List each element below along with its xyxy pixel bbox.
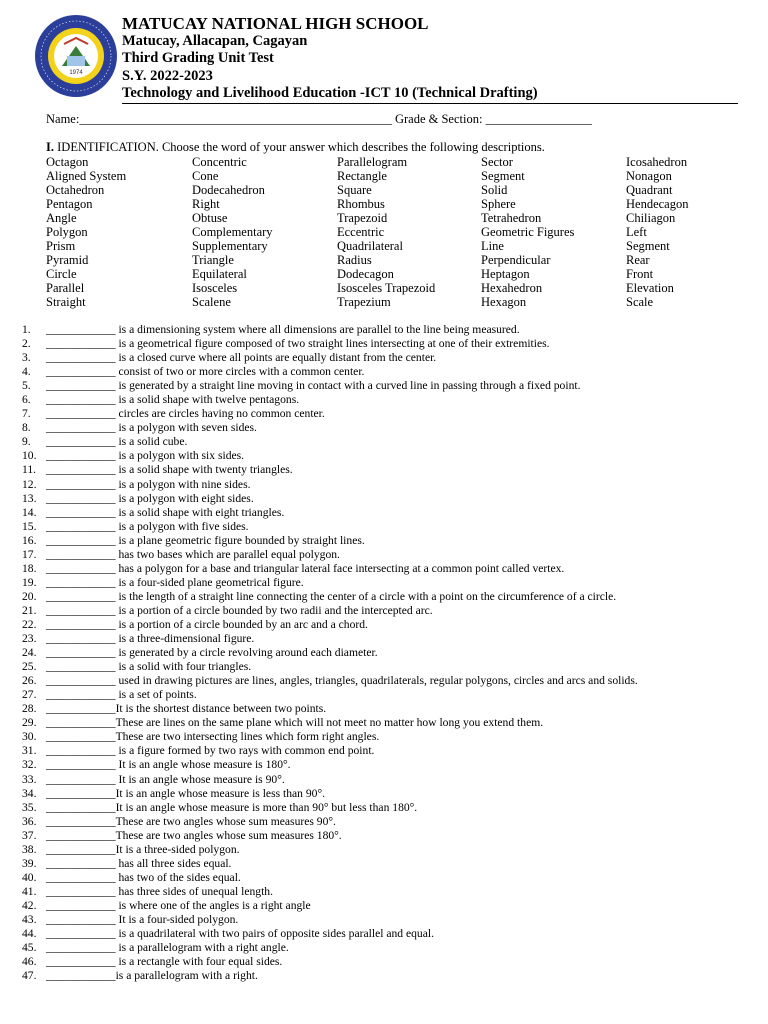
question-number: 35.	[22, 800, 37, 814]
question-text: ____________ is a closed curve where all points are equally distant from the center.	[46, 351, 437, 365]
question-text: ____________ consist of two or more circles with a common center.	[46, 365, 365, 379]
question-text: ____________ is a figure formed by two rays with common end point.	[46, 744, 375, 758]
word-bank-term: Heptagon	[481, 267, 530, 282]
question-number: 28.	[22, 702, 37, 716]
question-item	[22, 843, 752, 857]
question-text: ____________ is a polygon with six sides.	[46, 449, 245, 463]
question-text: ____________It is an angle whose measure is more than 90° but less than 180°.	[46, 800, 418, 814]
question-item	[22, 407, 752, 421]
question-item	[22, 899, 752, 913]
question-item	[22, 506, 752, 520]
word-bank-term: Radius	[337, 253, 372, 268]
section-number: I.	[46, 140, 54, 154]
question-number: 15.	[22, 519, 37, 533]
word-bank-term: Geometric Figures	[481, 225, 575, 240]
word-bank-term: Left	[626, 225, 647, 240]
word-bank-term: Nonagon	[626, 169, 672, 184]
question-text: ____________ has two bases which are parallel equal polygon.	[46, 547, 340, 561]
question-item	[22, 421, 752, 435]
question-text: ____________These are lines on the same plane which will not meet no matter how long you extend them.	[46, 716, 544, 730]
question-text: ____________It is an angle whose measure is less than 90°.	[46, 786, 325, 800]
word-bank-term: Octahedron	[46, 183, 105, 198]
question-number: 6.	[22, 393, 31, 407]
word-bank-term: Triangle	[192, 253, 234, 268]
question-text: ____________It is the shortest distance between two points.	[46, 702, 327, 716]
question-number: 17.	[22, 547, 37, 561]
question-number: 16.	[22, 533, 37, 547]
question-text: ____________ is a four-sided plane geometrical figure.	[46, 575, 304, 589]
word-bank-term: Front	[626, 267, 654, 282]
question-text: ____________ is a plane geometric figure bounded by straight lines.	[46, 533, 365, 547]
question-number: 30.	[22, 730, 37, 744]
word-bank-term: Prism	[46, 239, 76, 254]
question-text: ____________ is a solid shape with twenty triangles.	[46, 463, 293, 477]
question-number: 45.	[22, 941, 37, 955]
question-text: ____________ It is an angle whose measure is 180°.	[46, 758, 291, 772]
word-bank-term: Hexagon	[481, 295, 527, 310]
section-instructions	[46, 140, 545, 155]
question-text: ____________ is generated by a straight line moving in contact with a curved line in passing through a fixed point.	[46, 379, 581, 393]
question-item	[22, 463, 752, 477]
word-bank-term: Rhombus	[337, 197, 385, 212]
subject-title: Technology and Livelihood Education -ICT 10 (Technical Drafting)	[122, 85, 538, 102]
question-number: 11.	[22, 463, 37, 477]
question-item	[22, 941, 752, 955]
question-item	[22, 478, 752, 492]
question-item	[22, 632, 752, 646]
word-bank-term: Parallel	[46, 281, 85, 296]
word-bank-term: Supplementary	[192, 239, 268, 254]
question-number: 20.	[22, 589, 37, 603]
question-number: 31.	[22, 744, 37, 758]
question-item	[22, 857, 752, 871]
name-blank[interactable]: __________________________________________________	[79, 112, 392, 126]
word-bank-term: Rectangle	[337, 169, 387, 184]
question-number: 22.	[22, 617, 37, 631]
question-text: ____________ is a portion of a circle bounded by two radii and the intercepted arc.	[46, 603, 433, 617]
question-item	[22, 435, 752, 449]
question-item	[22, 885, 752, 899]
word-bank-term: Octagon	[46, 155, 89, 169]
question-text: ____________ is a solid cube.	[46, 435, 188, 449]
question-text: ____________These are two intersecting lines which form right angles.	[46, 730, 380, 744]
word-bank-term: Segment	[481, 169, 525, 184]
word-bank-term: Elevation	[626, 281, 674, 296]
word-bank-term: Sphere	[481, 197, 516, 212]
question-number: 42.	[22, 898, 37, 912]
name-label: Name:	[46, 112, 80, 126]
question-item	[22, 618, 752, 632]
question-item	[22, 955, 752, 969]
word-bank-term: Icosahedron	[626, 155, 688, 169]
question-text: ____________ is generated by a circle revolving around each diameter.	[46, 646, 378, 660]
question-number: 18.	[22, 561, 37, 575]
question-text: ____________ is a dimensioning system where all dimensions are parallel to the line being measured.	[46, 323, 520, 336]
word-bank-term: Trapezium	[337, 295, 391, 310]
question-number: 47.	[22, 969, 37, 983]
question-text: ____________ is a geometrical figure composed of two straight lines intersecting at one of their extremities.	[46, 337, 550, 351]
question-text: ____________ is a parallelogram with a right angle.	[46, 941, 289, 955]
question-item	[22, 323, 752, 337]
question-text: ____________ has all three sides equal.	[46, 856, 232, 870]
question-text: ____________ has a polygon for a base and triangular lateral face intersecting at a common point called vertex.	[46, 561, 565, 575]
document-header	[122, 15, 742, 103]
question-text: ____________ is a portion of a circle bounded by an arc and a chord.	[46, 617, 368, 631]
question-item	[22, 773, 752, 787]
question-number: 8.	[22, 421, 31, 435]
word-bank-term: Solid	[481, 183, 508, 198]
word-bank-term: Dodecahedron	[192, 183, 265, 198]
word-bank-term: Pentagon	[46, 197, 93, 212]
exam-title: Third Grading Unit Test	[122, 50, 274, 67]
question-text: ____________ has three sides of unequal length.	[46, 884, 274, 898]
word-bank-term: Scale	[626, 295, 654, 310]
question-item	[22, 576, 752, 590]
word-bank-term: Hendecagon	[626, 197, 689, 212]
question-number: 43.	[22, 912, 37, 926]
question-text: ____________ is a quadrilateral with two pairs of opposite sides parallel and equal.	[46, 927, 434, 941]
word-bank-term: Sector	[481, 155, 513, 169]
question-text: ____________ has two of the sides equal.	[46, 870, 241, 884]
word-bank-term: Equilateral	[192, 267, 247, 282]
question-text: ____________ is a polygon with five sides.	[46, 519, 249, 533]
word-bank-term: Circle	[46, 267, 77, 282]
question-number: 40.	[22, 870, 37, 884]
question-item	[22, 969, 752, 983]
question-item	[22, 604, 752, 618]
question-item	[22, 829, 752, 843]
grade-section-label: Grade & Section:	[394, 112, 483, 126]
question-text: ____________ is a solid with four triangles.	[46, 660, 252, 674]
word-bank-term: Square	[337, 183, 372, 198]
question-number: 25.	[22, 660, 37, 674]
question-text: ____________It is a three-sided polygon.	[46, 842, 240, 856]
question-text: ____________ is a three-dimensional figure.	[46, 632, 255, 646]
question-item	[22, 674, 752, 688]
question-text: ____________ is where one of the angles is a right angle	[46, 898, 311, 912]
question-number: 39.	[22, 856, 37, 870]
question-text: ____________is a parallelogram with a right.	[46, 969, 258, 983]
word-bank-term: Right	[192, 197, 220, 212]
school-name: MATUCAY NATIONAL HIGH SCHOOL	[122, 14, 429, 33]
word-bank-term: Obtuse	[192, 211, 228, 226]
question-item	[22, 927, 752, 941]
grade-section-blank[interactable]: _________________	[485, 112, 592, 126]
school-year: S.Y. 2022-2023	[122, 67, 213, 84]
question-number: 32.	[22, 758, 37, 772]
question-item	[22, 688, 752, 702]
question-item	[22, 379, 752, 393]
word-bank-term: Trapezoid	[337, 211, 388, 226]
question-item	[22, 871, 752, 885]
question-text: ____________ is a set of points.	[46, 688, 197, 702]
question-item	[22, 716, 752, 730]
word-bank-term: Pyramid	[46, 253, 89, 268]
question-number: 26.	[22, 674, 37, 688]
question-text: ____________ is a polygon with nine sides.	[46, 477, 251, 491]
question-number: 24.	[22, 646, 37, 660]
question-number: 34.	[22, 786, 37, 800]
question-item	[22, 660, 752, 674]
word-bank-term: Isosceles	[192, 281, 238, 296]
word-bank-term: Tetrahedron	[481, 211, 542, 226]
word-bank-term: Isosceles Trapezoid	[337, 281, 436, 296]
question-number: 29.	[22, 716, 37, 730]
question-number: 10.	[22, 449, 37, 463]
question-text: ____________These are two angles whose sum measures 90°.	[46, 814, 336, 828]
question-list	[22, 323, 752, 983]
word-bank-term: Chiliagon	[626, 211, 676, 226]
word-bank-term: Eccentric	[337, 225, 385, 240]
question-number: 14.	[22, 505, 37, 519]
question-item	[22, 351, 752, 365]
question-number: 37.	[22, 828, 37, 842]
question-number: 13.	[22, 491, 37, 505]
question-text: ____________ is a rectangle with four equal sides.	[46, 955, 283, 969]
question-item	[22, 520, 752, 534]
header-divider	[122, 103, 738, 104]
question-item	[22, 744, 752, 758]
question-item	[22, 590, 752, 604]
question-text: ____________ It is a four-sided polygon.	[46, 912, 239, 926]
word-bank-term: Scalene	[192, 295, 231, 310]
question-item	[22, 913, 752, 927]
question-text: ____________ is the length of a straight line connecting the center of a circle with a point on the circumference of a circle.	[46, 589, 617, 603]
question-text: ____________ It is an angle whose measure is 90°.	[46, 772, 285, 786]
question-number: 46.	[22, 955, 37, 969]
question-item	[22, 730, 752, 744]
question-item	[22, 801, 752, 815]
seal-year: 1974	[69, 70, 83, 76]
question-item	[22, 787, 752, 801]
question-item	[22, 337, 752, 351]
word-bank-term: Angle	[46, 211, 77, 226]
question-number: 23.	[22, 632, 37, 646]
question-number: 33.	[22, 772, 37, 786]
question-number: 27.	[22, 688, 37, 702]
section-title: IDENTIFICATION. Choose the word of your answer which describes the following descriptions.	[57, 140, 545, 154]
question-number: 19.	[22, 575, 37, 589]
word-bank-term: Rear	[626, 253, 650, 268]
word-bank-term: Cone	[192, 169, 219, 184]
question-item	[22, 492, 752, 506]
student-info-row	[46, 112, 592, 127]
question-number: 4.	[22, 365, 31, 379]
question-number: 2.	[22, 337, 31, 351]
word-bank	[46, 155, 746, 310]
question-item	[22, 534, 752, 548]
question-number: 7.	[22, 407, 31, 421]
question-number: 38.	[22, 842, 37, 856]
word-bank-term: Aligned System	[46, 169, 127, 184]
word-bank-term: Parallelogram	[337, 155, 408, 169]
question-number: 36.	[22, 814, 37, 828]
word-bank-term: Complementary	[192, 225, 273, 240]
word-bank-term: Concentric	[192, 155, 247, 169]
question-item	[22, 393, 752, 407]
question-item	[22, 758, 752, 772]
word-bank-term: Hexahedron	[481, 281, 543, 296]
word-bank-term: Perpendicular	[481, 253, 551, 268]
question-number: 1.	[22, 323, 31, 336]
question-text: ____________ is a solid shape with eight triangles.	[46, 505, 285, 519]
question-text: ____________ circles are circles having no common center.	[46, 407, 325, 421]
school-address: Matucay, Allacapan, Cagayan	[122, 32, 308, 49]
question-text: ____________ is a polygon with eight sides.	[46, 491, 254, 505]
word-bank-term: Straight	[46, 295, 86, 310]
question-number: 21.	[22, 603, 37, 617]
word-bank-term: Quadrant	[626, 183, 673, 198]
question-item	[22, 548, 752, 562]
question-number: 44.	[22, 927, 37, 941]
question-text: ____________ used in drawing pictures are lines, angles, triangles, quadrilaterals, regular polygons, circles and arcs and solids.	[46, 674, 638, 688]
word-bank-term: Segment	[626, 239, 670, 254]
question-text: ____________ is a solid shape with twelve pentagons.	[46, 393, 300, 407]
question-item	[22, 646, 752, 660]
question-text: ____________ is a polygon with seven sides.	[46, 421, 257, 435]
question-number: 3.	[22, 351, 31, 365]
question-item	[22, 702, 752, 716]
question-number: 12.	[22, 477, 37, 491]
word-bank-term: Dodecagon	[337, 267, 394, 282]
question-item	[22, 449, 752, 463]
school-seal-logo	[34, 14, 118, 98]
word-bank-term: Line	[481, 239, 504, 254]
question-item	[22, 562, 752, 576]
question-item	[22, 815, 752, 829]
question-number: 9.	[22, 435, 31, 449]
question-item	[22, 365, 752, 379]
word-bank-term: Polygon	[46, 225, 88, 240]
question-number: 41.	[22, 884, 37, 898]
question-text: ____________These are two angles whose sum measures 180°.	[46, 828, 342, 842]
word-bank-term: Quadrilateral	[337, 239, 403, 254]
question-number: 5.	[22, 379, 31, 393]
